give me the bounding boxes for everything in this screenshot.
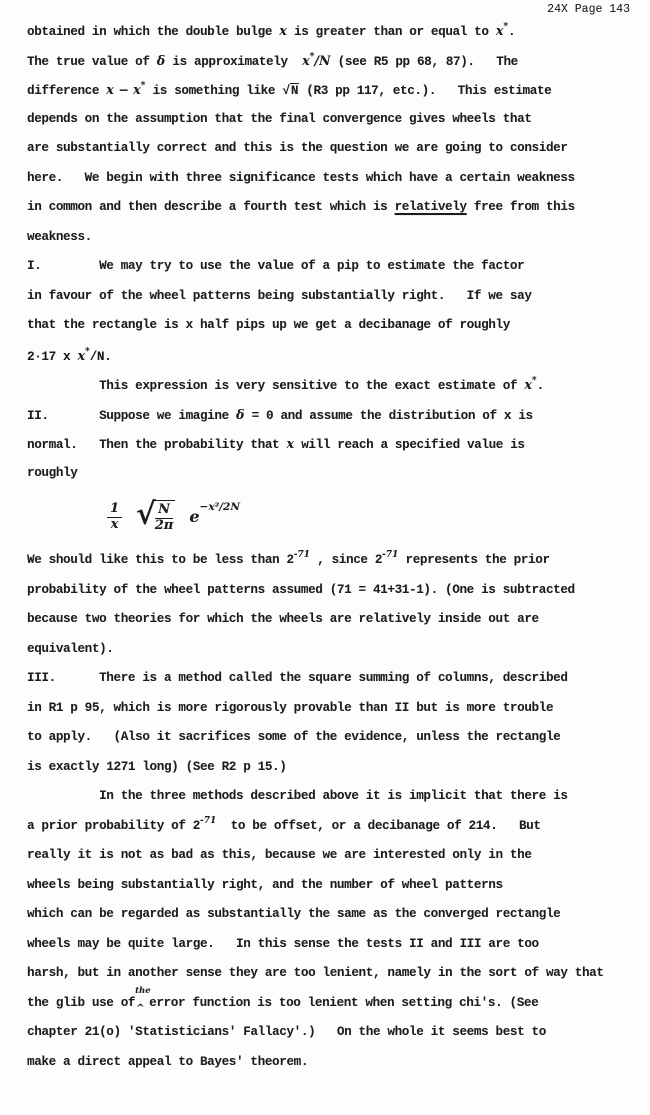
text-segment: = 0 and assume the distribution of x is (244, 408, 533, 423)
text-segment: difference (27, 84, 107, 98)
page-header: 24X Page 143 (547, 3, 630, 16)
text-line (27, 782, 650, 812)
text-segment: 2·17 x (27, 349, 78, 364)
text-segment: weakness. (27, 229, 92, 244)
text-line (27, 694, 650, 724)
text-segment: the glib use of (27, 995, 136, 1010)
text-line (27, 723, 650, 753)
text-segment: In the three methods described above it is implicit that there is (27, 789, 568, 803)
text-segment: /N. (89, 349, 112, 364)
superscript: * (531, 376, 537, 386)
text-segment: I. We may try to use the value of a pip to estimate the factor (27, 259, 525, 273)
text-segment: /N (314, 52, 331, 68)
text-segment: chapter 21(o) 'Statisticians' Fallacy'.) On the whole it seems best to (27, 1025, 546, 1039)
superscript: * (309, 51, 315, 62)
text-line (27, 959, 650, 989)
text-segment: depends on the assumption that the final convergence gives wheels that (27, 111, 532, 126)
text-segment: a prior probability of 2 (27, 818, 200, 833)
document-body (27, 16, 650, 1077)
text-line (27, 134, 650, 164)
text-segment: is exactly 1271 long) (See R2 p 15.) (27, 759, 287, 774)
text-line (27, 105, 650, 135)
text-segment: (R3 pp 117, etc.). This estimate (299, 84, 552, 98)
sqrt-fraction: √ $\frac{N}{2\pi}$ (136, 497, 174, 533)
text-line (27, 370, 650, 400)
text-segment: e (189, 507, 200, 527)
text-segment: really it is not as bad as this, because we are interested only in the (27, 848, 532, 862)
fraction: $\frac{1}{x}$ (107, 502, 122, 533)
superscript: -71 (293, 550, 310, 560)
text-segment: δ (156, 52, 166, 68)
text-segment: is greater than or equal to (286, 25, 496, 39)
text-line (27, 1018, 650, 1048)
text-segment: make a direct appeal to Bayes' theorem. (27, 1054, 309, 1069)
math-formula (27, 488, 650, 546)
text-segment: normal. Then the probability that (27, 438, 287, 452)
superscript: * (84, 346, 90, 357)
text-segment: II. Suppose we imagine (27, 408, 237, 423)
text-segment: in favour of the wheel patterns being substantially right. If we say (27, 288, 532, 303)
text-segment: wheels being substantially right, and the number of wheel patterns (27, 877, 503, 892)
text-line (27, 164, 650, 194)
text-segment: , since 2 (309, 553, 383, 567)
text-line (27, 252, 650, 282)
text-segment: x (524, 377, 532, 392)
text-line (27, 193, 650, 223)
text-line (27, 546, 650, 576)
text-segment: obtained in which the double bulge (27, 25, 280, 39)
text-line (27, 930, 650, 960)
text-segment: to be offset, or a decibanage of 214. But (216, 818, 541, 833)
text-line (27, 341, 650, 371)
text-line (27, 223, 650, 253)
text-line (27, 753, 650, 783)
text-line (27, 664, 650, 694)
text-line (27, 311, 650, 341)
sqrt-expression: √N (282, 84, 299, 98)
text-segment: x (302, 52, 310, 68)
text-segment: is approximately (165, 54, 303, 69)
text-line (27, 871, 650, 901)
text-line (27, 1048, 650, 1078)
text-segment: wheels may be quite large. In this sense the tests II and III are too (27, 936, 539, 951)
text-line (27, 16, 650, 46)
text-line (27, 985, 650, 1019)
text-segment: III. There is a method called the square summing of columns, described (27, 671, 568, 685)
text-segment: (see R5 pp 68, 87). The (330, 54, 518, 69)
text-line (27, 605, 650, 635)
text-segment: relatively (394, 200, 467, 214)
text-segment: which can be regarded as substantially the same as the converged rectangle (27, 907, 561, 921)
text-segment: We should like this to be less than 2 (27, 553, 294, 567)
superscript: -71 (382, 550, 399, 560)
text-segment: in R1 p 95, which is more rigorously provable than II but is more trouble (27, 700, 554, 715)
text-line (27, 400, 650, 430)
text-segment: here. We begin with three significance tests which have a certain weakness (27, 170, 575, 185)
text-segment: probability of the wheel patterns assumed (71 = 41+31-1). (One is subtracted (27, 582, 575, 597)
exponent: −x²/2N (199, 501, 240, 514)
text-segment: free from this (466, 200, 575, 214)
text-segment: will reach a specified value is (294, 438, 525, 452)
text-segment: is something like (145, 84, 283, 98)
text-segment: x − x (106, 82, 141, 97)
text-segment: x (77, 347, 85, 363)
text-line (27, 812, 650, 842)
text-segment: x (495, 23, 504, 38)
text-line (27, 46, 650, 76)
text-segment: x (279, 23, 287, 38)
text-segment: . (508, 25, 516, 39)
text-segment: are substantially correct and this is the question we are going to consider (27, 141, 568, 155)
text-segment: harsh, but in another sense they are too lenient, namely in the sort of way that (27, 966, 604, 980)
text-segment: This expression is very sensitive to the exact estimate of (27, 379, 525, 393)
text-segment: represents the prior (398, 553, 550, 567)
text-line (27, 429, 650, 459)
text-line (27, 459, 650, 489)
text-line (27, 635, 650, 665)
text-line (27, 900, 650, 930)
text-segment: The true value of (27, 54, 157, 69)
text-segment: δ (236, 406, 245, 422)
superscript: -71 (199, 815, 217, 826)
text-segment: because two theories for which the wheels are relatively inside out are (27, 612, 539, 626)
text-segment: error function is too lenient when setting chi's. (See (149, 995, 539, 1010)
superscript: * (140, 81, 146, 91)
text-segment: roughly (27, 465, 78, 480)
text-line (27, 841, 650, 871)
text-segment: x (286, 436, 294, 451)
text-segment: equivalent). (27, 641, 114, 656)
superscript: * (503, 22, 509, 32)
text-line (27, 75, 650, 105)
handwritten-insertion: the $_{\^{}}$ (135, 985, 151, 1014)
text-line (27, 282, 650, 312)
text-segment: . (536, 379, 544, 393)
text-segment: in common and then describe a fourth test which is (27, 200, 395, 214)
text-segment: that the rectangle is x half pips up we get a decibanage of roughly (27, 318, 510, 332)
text-segment: to apply. (Also it sacrifices some of the evidence, unless the rectangle (27, 730, 561, 744)
text-line (27, 576, 650, 606)
